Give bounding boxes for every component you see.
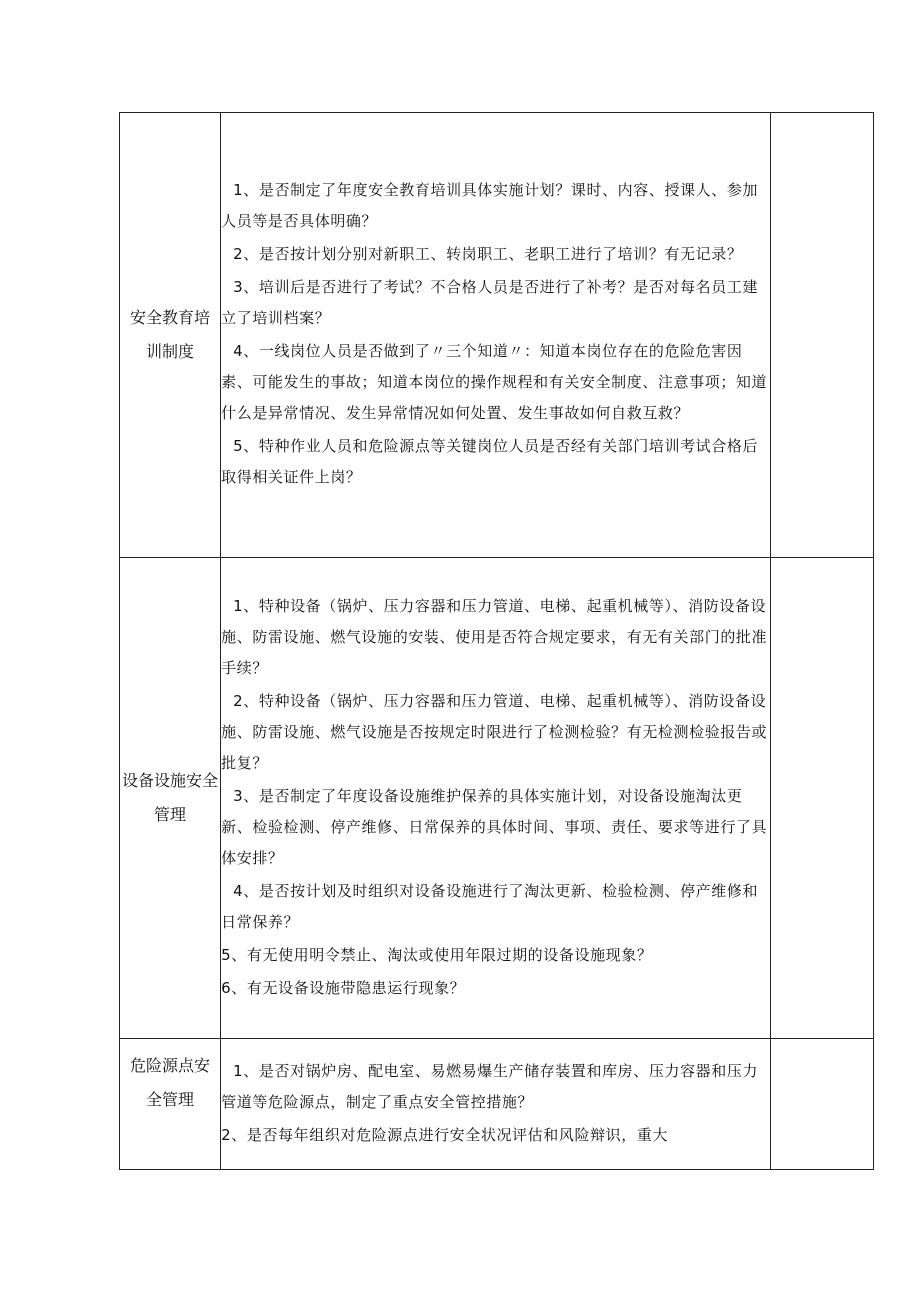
table-row-safety-training bbox=[120, 113, 874, 558]
check-item: 3、培训后是否进行了考试？不合格人员是否进行了补考？是否对每名员工建立了培训档案？ bbox=[221, 278, 759, 327]
note-cell bbox=[770, 113, 873, 558]
table-row-equipment-safety bbox=[120, 558, 874, 1039]
category-label: 设备设施安全管理 bbox=[122, 771, 219, 824]
check-item: 1、是否对锅炉房、配电室、易燃易爆生产储存装置和库房、压力容器和压力管道等危险源点，制定了重点安全管控措施？ bbox=[221, 1061, 759, 1111]
category-label: 安全教育培训制度 bbox=[130, 308, 211, 361]
check-items-cell bbox=[221, 558, 771, 1039]
check-item: 5、特种作业人员和危险源点等关键岗位人员是否经有关部门培训考试合格后取得相关证件上岗？ bbox=[221, 437, 759, 486]
check-item: 1、是否制定了年度安全教育培训具体实施计划？课时、内容、授课人、参加人员等是否具体明确？ bbox=[221, 181, 759, 230]
inspection-table bbox=[119, 112, 874, 1170]
check-items-cell bbox=[221, 1039, 771, 1170]
check-item: 4、是否按计划及时组织对设备设施进行了淘汰更新、检验检测、停产维修和日常保养？ bbox=[221, 881, 759, 931]
check-item: 6、有无设备设施带隐患运行现象？ bbox=[221, 978, 466, 997]
category-cell bbox=[120, 113, 221, 558]
check-item: 1、特种设备（锅炉、压力容器和压力管道、电梯、起重机械等）、消防设备设施、防雷设施、燃气设施的安装、使用是否符合规定要求，有无有关部门的批准手续？ bbox=[221, 596, 768, 677]
check-item: 2、是否按计划分别对新职工、转岗职工、老职工进行了培训？有无记录？ bbox=[233, 245, 743, 263]
check-item: 4、一线岗位人员是否做到了〃三个知道〃：知道本岗位存在的危险危害因素、可能发生的事故；知道本岗位的操作规程和有关安全制度、注意事项；知道什么是异常情况、发生异常情况如何处置、发生事故如何自救互救？ bbox=[221, 342, 768, 422]
check-item: 5、有无使用明令禁止、淘汰或使用年限过期的设备设施现象？ bbox=[221, 945, 653, 964]
note-cell bbox=[770, 1039, 873, 1170]
category-cell bbox=[120, 558, 221, 1039]
table-row-hazard-source bbox=[120, 1039, 874, 1170]
check-item: 2、是否每年组织对危险源点进行安全状况评估和风险辩识，重大 bbox=[221, 1125, 669, 1144]
check-item: 2、特种设备（锅炉、压力容器和压力管道、电梯、起重机械等）、消防设备设施、防雷设施、燃气设施是否按规定时限进行了检测检验？有无检测检验报告或批复？ bbox=[221, 691, 768, 772]
check-item: 3、是否制定了年度设备设施维护保养的具体实施计划，对设备设施淘汰更新、检验检测、停产维修、日常保养的具体时间、事项、责任、要求等进行了具体安排？ bbox=[221, 786, 768, 867]
category-cell bbox=[120, 1039, 221, 1170]
check-items-cell bbox=[221, 113, 771, 558]
category-label: 危险源点安全管理 bbox=[130, 1056, 211, 1109]
note-cell bbox=[770, 558, 873, 1039]
